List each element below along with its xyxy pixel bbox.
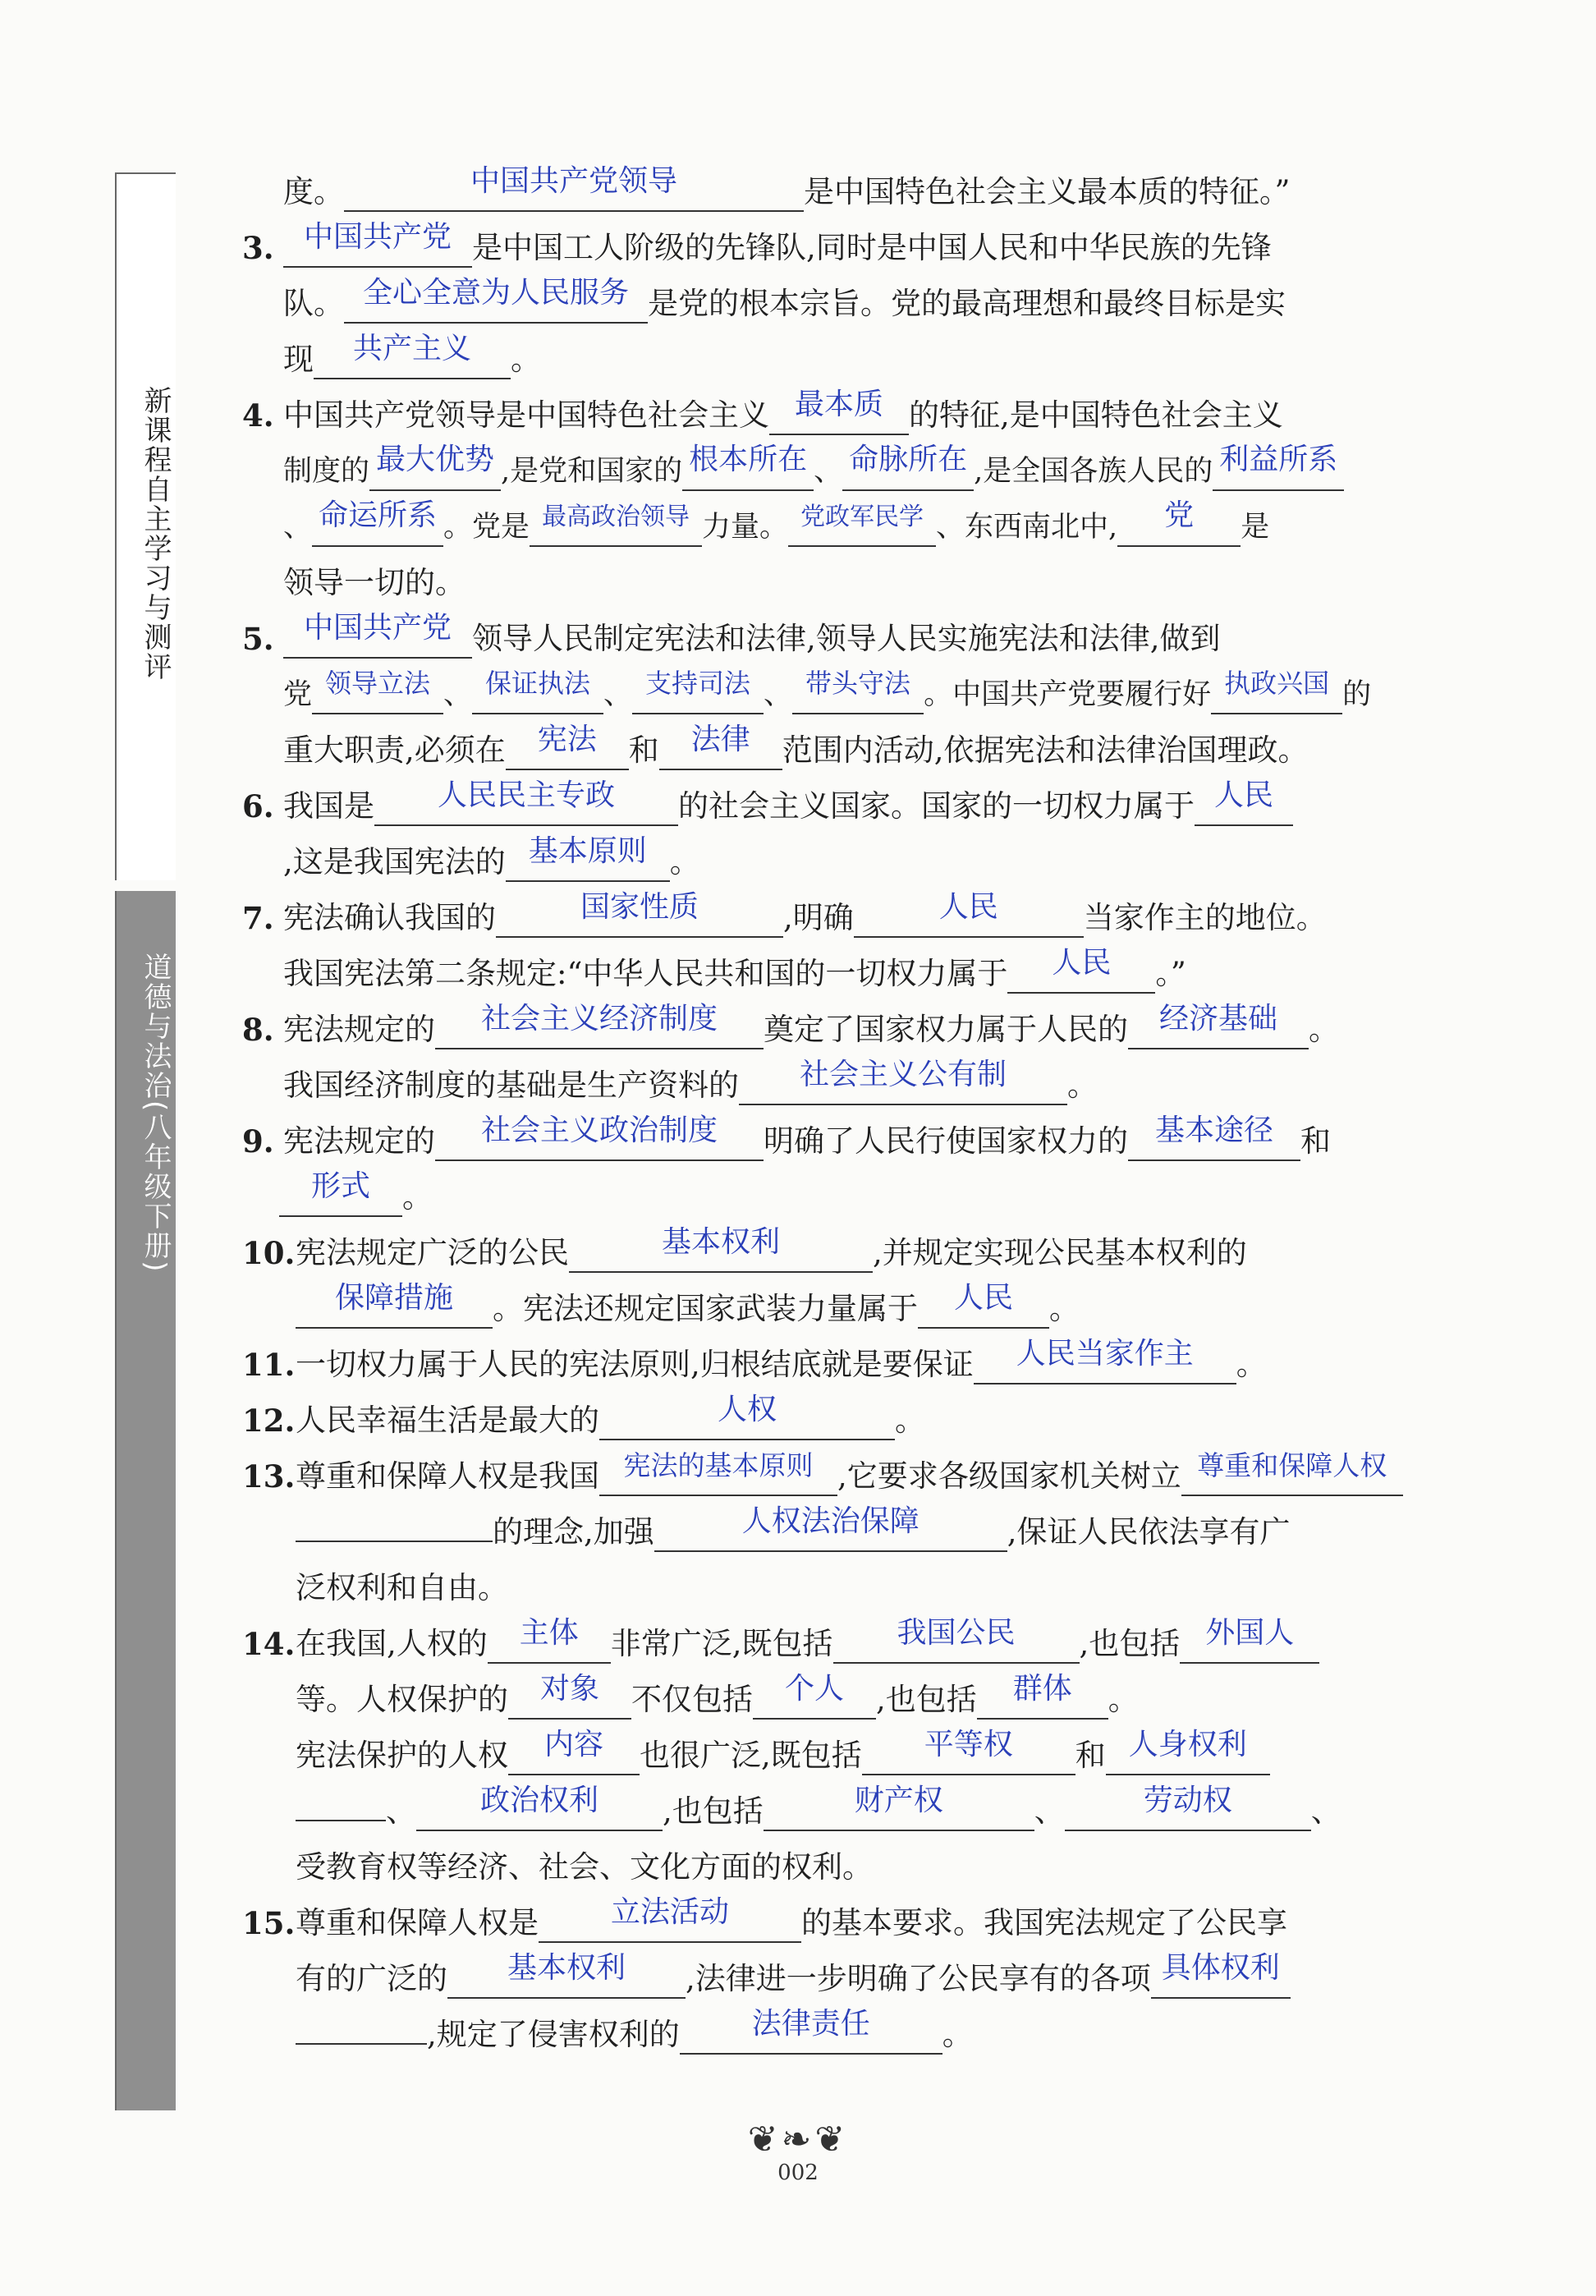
- question-8-line-1: 8. 宪法规定的 社会主义经济制度 奠定了国家权力属于人民的 经济基础 。: [242, 1002, 1339, 1048]
- answer-blank[interactable]: 人民民主专政: [374, 788, 678, 826]
- question-4-line-4: 领导一切的。: [283, 565, 466, 600]
- answer-blank[interactable]: 共产主义: [314, 342, 511, 379]
- answer-blank[interactable]: 基本权利: [569, 1235, 873, 1273]
- question-4-line-3: 、 命运所系 。党是 最高政治领导 力量。 党政军民学 、东西南北中, 党 是: [242, 499, 1392, 555]
- question-11-line-1: 11. 一切权力属于人民的宪法原则,归根结底就是要保证 人民当家作主 。: [242, 1337, 1267, 1383]
- answer-blank[interactable]: 中国共产党: [283, 230, 472, 268]
- question-5-line-1: 5. 中国共产党 领导人民制定宪法和法律,领导人民实施宪法和法律,做到: [242, 611, 1221, 657]
- question-0-line-1: 度。 中国共产党领导 是中国特色社会主义最本质的特征。”: [242, 164, 1392, 220]
- ornament-icon: ❦❧❦: [747, 2119, 849, 2161]
- answer-blank[interactable]: 经济基础: [1128, 1012, 1309, 1049]
- answer-blank[interactable]: 对象: [508, 1682, 631, 1720]
- question-14-line-1: 14. 在我国,人权的 主体 非常广泛,既包括 我国公民 ,也包括 外国人: [242, 1616, 1392, 1672]
- page-footer: [0, 2119, 1596, 2185]
- question-10-line-1: 10. 宪法规定广泛的公民 基本权利 ,并规定实现公民基本权利的: [242, 1225, 1247, 1271]
- answer-blank[interactable]: 宪法的基本原则: [599, 1458, 837, 1496]
- answer-blank[interactable]: 命运所系: [312, 509, 443, 547]
- answer-blank[interactable]: 社会主义政治制度: [435, 1123, 764, 1161]
- answer-blank[interactable]: 领导立法: [312, 677, 443, 714]
- answer-blank[interactable]: 群体: [977, 1682, 1108, 1720]
- answer-blank[interactable]: 支持司法: [632, 677, 764, 714]
- question-5-line-2: 党 领导立法 、 保证执法 、 支持司法 、 带头守法 。中国共产党要履行好 执政兴国 的: [242, 667, 1392, 723]
- answer-blank[interactable]: [296, 2007, 427, 2045]
- question-15-line-1: 15. 尊重和保障人权是 立法活动 的基本要求。我国宪法规定了公民享: [242, 1895, 1287, 1941]
- answer-blank[interactable]: 最大优势: [369, 453, 501, 491]
- answer-blank[interactable]: 我国公民: [833, 1626, 1080, 1664]
- answer-blank[interactable]: 基本权利: [447, 1961, 686, 1999]
- answer-blank[interactable]: 外国人: [1180, 1626, 1319, 1664]
- question-3-line-1: 3. 中国共产党 是中国工人阶级的先锋队,同时是中国人民和中华民族的先锋: [242, 220, 1272, 266]
- question-5-line-3: 重大职责,必须在 宪法 和 法律 范围内活动,依据宪法和法律治国理政。: [242, 723, 1392, 778]
- answer-blank[interactable]: 全心全意为人民服务: [344, 286, 648, 324]
- question-10-line-2: 保障措施 。宪法还规定国家武装力量属于 人民 。: [242, 1281, 1392, 1337]
- question-14-line-2: 等。人权保护的 对象 不仅包括 个人 ,也包括 群体 。: [242, 1672, 1392, 1728]
- answer-blank[interactable]: 中国共产党领导: [344, 174, 804, 212]
- answer-blank[interactable]: 个人: [753, 1682, 876, 1720]
- answer-blank[interactable]: 主体: [488, 1626, 611, 1664]
- answer-blank[interactable]: 利益所系: [1213, 453, 1344, 491]
- answer-blank[interactable]: 人身权利: [1106, 1738, 1270, 1775]
- answer-blank[interactable]: 最本质: [769, 397, 909, 435]
- answer-blank[interactable]: 基本途径: [1128, 1123, 1300, 1161]
- answer-blank[interactable]: 人民当家作主: [974, 1347, 1236, 1384]
- question-6-line-2: ,这是我国宪法的 基本原则 。: [242, 834, 1392, 890]
- question-14-line-5: 受教育权等经济、社会、文化方面的权利。: [296, 1849, 873, 1885]
- answer-blank[interactable]: 社会主义经济制度: [435, 1012, 764, 1049]
- answer-blank[interactable]: 党: [1117, 509, 1241, 547]
- answer-blank[interactable]: 内容: [508, 1738, 640, 1775]
- question-4-line-2: 制度的 最大优势 ,是党和国家的 根本所在 、 命脉所在 ,是全国各族人民的 利益所系: [242, 443, 1392, 499]
- answer-blank[interactable]: 保证执法: [472, 677, 603, 714]
- sidebar-series-title: 新课程自主学习与测评: [139, 386, 172, 682]
- question-12-line-1: 12. 人民幸福生活是最大的 人权 。: [242, 1393, 925, 1439]
- answer-blank[interactable]: 党政军民学: [788, 509, 936, 547]
- answer-blank[interactable]: 执政兴国: [1211, 677, 1342, 714]
- question-list: [242, 164, 1392, 2063]
- question-7-line-1: 7. 宪法确认我国的 国家性质 ,明确 人民 当家作主的地位。: [242, 890, 1327, 936]
- answer-blank[interactable]: 中国共产党: [283, 621, 472, 659]
- question-15-line-3: ,规定了侵害权利的 法律责任 。: [242, 2007, 1392, 2063]
- question-4-line-1: 4. 中国共产党领导是中国特色社会主义 最本质 的特征,是中国特色社会主义: [242, 388, 1283, 434]
- question-3-line-3: 现 共产主义 。: [242, 332, 1392, 388]
- answer-blank[interactable]: 根本所在: [682, 453, 814, 491]
- answer-blank[interactable]: 政治权利: [416, 1793, 663, 1831]
- answer-blank[interactable]: 人权: [599, 1403, 895, 1440]
- answer-blank[interactable]: 命脉所在: [842, 453, 974, 491]
- answer-blank[interactable]: 具体权利: [1151, 1961, 1291, 1999]
- answer-blank[interactable]: 保障措施: [296, 1291, 493, 1329]
- question-14-line-4: 、 政治权利 ,也包括 财产权 、 劳动权 、: [242, 1784, 1392, 1839]
- answer-blank[interactable]: 人民: [854, 900, 1084, 938]
- page-number: 002: [777, 2161, 819, 2185]
- question-13-line-1: 13. 尊重和保障人权是我国 宪法的基本原则 ,它要求各级国家机关树立 尊重和保障人权: [242, 1449, 1392, 1504]
- question-7-line-2: 我国宪法第二条规定:“中华人民共和国的一切权力属于 人民 。”: [242, 946, 1392, 1002]
- answer-blank[interactable]: 社会主义公有制: [739, 1068, 1067, 1105]
- answer-blank[interactable]: 人民: [1007, 956, 1155, 994]
- answer-blank[interactable]: 立法活动: [539, 1905, 801, 1943]
- sidebar-subject-title: 道德与法治(八年级下册): [139, 953, 172, 1274]
- question-3-line-2: 队。 全心全意为人民服务 是党的根本宗旨。党的最高理想和最终目标是实: [242, 276, 1392, 332]
- answer-blank[interactable]: [296, 1504, 493, 1542]
- answer-blank[interactable]: 法律: [659, 732, 782, 770]
- answer-blank[interactable]: 人民: [1195, 788, 1293, 826]
- answer-blank[interactable]: 最高政治领导: [530, 509, 702, 547]
- question-6-line-1: 6. 我国是 人民民主专政 的社会主义国家。国家的一切权力属于 人民: [242, 778, 1392, 834]
- answer-blank[interactable]: 人民: [918, 1291, 1049, 1329]
- answer-blank[interactable]: [296, 1784, 386, 1821]
- answer-blank[interactable]: 平等权: [862, 1738, 1075, 1775]
- question-9-line-2: 形式 。: [242, 1169, 1392, 1225]
- answer-blank[interactable]: 劳动权: [1065, 1793, 1311, 1831]
- answer-blank[interactable]: 法律责任: [680, 2017, 942, 2055]
- answer-blank[interactable]: 国家性质: [496, 900, 783, 938]
- answer-blank[interactable]: 人权法治保障: [654, 1514, 1007, 1552]
- answer-blank[interactable]: 基本原则: [506, 844, 670, 882]
- question-9-line-1: 9. 宪法规定的 社会主义政治制度 明确了人民行使国家权力的 基本途径 和: [242, 1114, 1331, 1159]
- answer-blank[interactable]: 财产权: [764, 1793, 1034, 1831]
- question-15-line-2: 有的广泛的 基本权利 ,法律进一步明确了公民享有的各项 具体权利: [242, 1951, 1392, 2007]
- answer-blank[interactable]: 尊重和保障人权: [1181, 1458, 1403, 1496]
- answer-blank[interactable]: 宪法: [506, 732, 629, 770]
- question-14-line-3: 宪法保护的人权 内容 也很广泛,既包括 平等权 和 人身权利: [242, 1728, 1392, 1784]
- question-8-line-2: 我国经济制度的基础是生产资料的 社会主义公有制 。: [242, 1058, 1392, 1114]
- question-13-line-3: 泛权利和自由。: [296, 1570, 508, 1605]
- answer-blank[interactable]: 带头守法: [792, 677, 924, 714]
- question-13-line-2: 的理念,加强 人权法治保障 ,保证人民依法享有广: [242, 1504, 1392, 1560]
- answer-blank[interactable]: 形式: [279, 1179, 402, 1217]
